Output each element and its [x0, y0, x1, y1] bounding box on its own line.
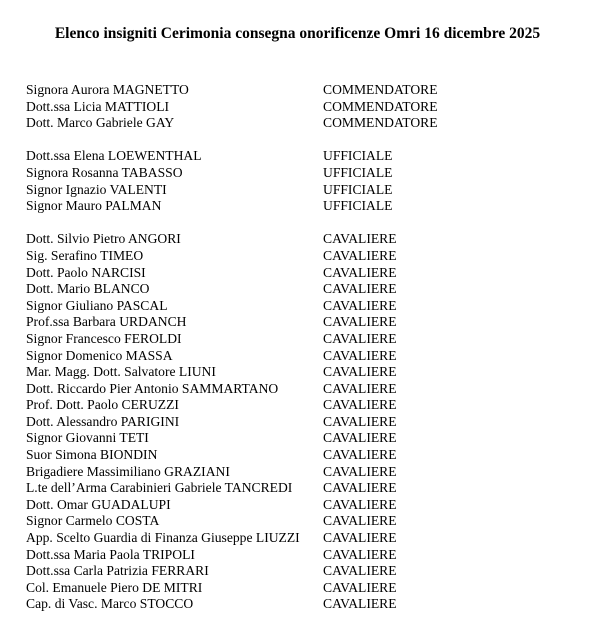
honoree-name: Dott. Silvio Pietro ANGORI	[26, 231, 181, 247]
honoree-name: Dott. Mario BLANCO	[26, 281, 150, 297]
honor-rank: CAVALIERE	[323, 579, 397, 595]
honoree-name: Dott.ssa Carla Patrizia FERRARI	[26, 563, 209, 579]
honoree-row	[26, 596, 438, 613]
honoree-row	[26, 530, 438, 547]
honoree-group	[26, 82, 438, 132]
honoree-row	[26, 148, 438, 165]
honoree-name: Sig. Serafino TIMEO	[26, 247, 144, 263]
honoree-row	[26, 298, 438, 315]
honor-rank: CAVALIERE	[323, 397, 397, 413]
honoree-row	[26, 447, 438, 464]
honoree-name: Signora Aurora MAGNETTO	[26, 82, 189, 97]
honoree-name: Signor Francesco FEROLDI	[26, 330, 182, 346]
honoree-name: Brigadiere Massimiliano GRAZIANI	[26, 463, 230, 479]
honor-rank: CAVALIERE	[323, 563, 397, 579]
honoree-row	[26, 248, 438, 265]
honoree-name: Col. Emanuele Piero DE MITRI	[26, 579, 203, 595]
honoree-row	[26, 99, 438, 116]
honoree-row	[26, 414, 438, 431]
honoree-name: L.te dell’Arma Carabinieri Gabriele TANCREDI	[26, 480, 293, 496]
honoree-row	[26, 182, 438, 199]
honoree-row	[26, 265, 438, 282]
honor-rank: CAVALIERE	[323, 463, 397, 479]
honoree-row	[26, 430, 438, 447]
honoree-name: Signora Rosanna TABASSO	[26, 164, 183, 180]
honoree-row	[26, 314, 438, 331]
honoree-name: Signor Domenico MASSA	[26, 347, 173, 363]
honoree-name: Signor Giuliano PASCAL	[26, 297, 168, 313]
honor-rank: COMMENDATORE	[323, 98, 438, 114]
honoree-name: Signor Giovanni TETI	[26, 430, 149, 446]
honor-rank: UFFICIALE	[323, 148, 393, 164]
honoree-row	[26, 464, 438, 481]
honoree-row	[26, 397, 438, 414]
honor-rank: COMMENDATORE	[323, 115, 438, 131]
honoree-name: Dott. Paolo NARCISI	[26, 264, 146, 280]
honor-rank: UFFICIALE	[323, 198, 393, 214]
honoree-row	[26, 165, 438, 182]
honor-rank: CAVALIERE	[323, 247, 397, 263]
honoree-name: Dott.ssa Maria Paola TRIPOLI	[26, 546, 195, 562]
honoree-row	[26, 480, 438, 497]
honoree-name: Prof.ssa Barbara URDANCH	[26, 314, 187, 330]
honoree-name: Dott. Riccardo Pier Antonio SAMMARTANO	[26, 380, 279, 396]
honor-rank: CAVALIERE	[323, 330, 397, 346]
honoree-name: Mar. Magg. Dott. Salvatore LIUNI	[26, 364, 216, 380]
honor-rank: CAVALIERE	[323, 380, 397, 396]
honor-rank: CAVALIERE	[323, 596, 397, 612]
honoree-row	[26, 364, 438, 381]
honoree-row	[26, 381, 438, 398]
honor-rank: CAVALIERE	[323, 546, 397, 562]
honor-rank: CAVALIERE	[323, 364, 397, 380]
honor-rank: CAVALIERE	[323, 281, 397, 297]
honoree-row	[26, 497, 438, 514]
honoree-row	[26, 513, 438, 530]
honoree-name: Signor Ignazio VALENTI	[26, 181, 167, 197]
honoree-row	[26, 331, 438, 348]
honoree-name: Prof. Dott. Paolo CERUZZI	[26, 397, 179, 413]
honor-rank: CAVALIERE	[323, 480, 397, 496]
honor-rank: CAVALIERE	[323, 530, 397, 546]
honor-rank: CAVALIERE	[323, 347, 397, 363]
honoree-name: Dott. Alessandro PARIGINI	[26, 413, 180, 429]
honoree-row	[26, 563, 438, 580]
honoree-row	[26, 281, 438, 298]
honor-rank: COMMENDATORE	[323, 82, 438, 97]
honoree-group	[26, 148, 438, 214]
honor-rank: UFFICIALE	[323, 181, 393, 197]
honor-rank: UFFICIALE	[323, 164, 393, 180]
honorees-list	[26, 82, 438, 613]
honor-rank: CAVALIERE	[323, 314, 397, 330]
honor-rank: CAVALIERE	[323, 264, 397, 280]
honoree-name: Suor Simona BIONDIN	[26, 447, 158, 463]
honoree-name: Dott. Marco Gabriele GAY	[26, 115, 175, 131]
honoree-name: Signor Carmelo COSTA	[26, 513, 160, 529]
document-title: Elenco insigniti Cerimonia consegna onorificenze Omri 16 dicembre 2025	[54, 25, 541, 42]
honoree-name: Dott.ssa Licia MATTIOLI	[26, 98, 170, 114]
honoree-row	[26, 198, 438, 215]
honor-rank: CAVALIERE	[323, 231, 397, 247]
honoree-name: Dott. Omar GUADALUPI	[26, 496, 171, 512]
honoree-row	[26, 115, 438, 132]
honoree-row	[26, 547, 438, 564]
honor-rank: CAVALIERE	[323, 447, 397, 463]
honoree-row	[26, 231, 438, 248]
honor-rank: CAVALIERE	[323, 297, 397, 313]
honor-rank: CAVALIERE	[323, 496, 397, 512]
honoree-group	[26, 231, 438, 613]
honor-rank: CAVALIERE	[323, 430, 397, 446]
honoree-name: Signor Mauro PALMAN	[26, 198, 162, 214]
honoree-name: Cap. di Vasc. Marco STOCCO	[26, 596, 194, 612]
honoree-row	[26, 348, 438, 365]
honor-rank: CAVALIERE	[323, 513, 397, 529]
honoree-row	[26, 580, 438, 597]
honor-rank: CAVALIERE	[323, 413, 397, 429]
honoree-row	[26, 82, 438, 99]
honoree-name: Dott.ssa Elena LOEWENTHAL	[26, 148, 202, 164]
honoree-name: App. Scelto Guardia di Finanza Giuseppe LIUZZI	[26, 530, 300, 546]
